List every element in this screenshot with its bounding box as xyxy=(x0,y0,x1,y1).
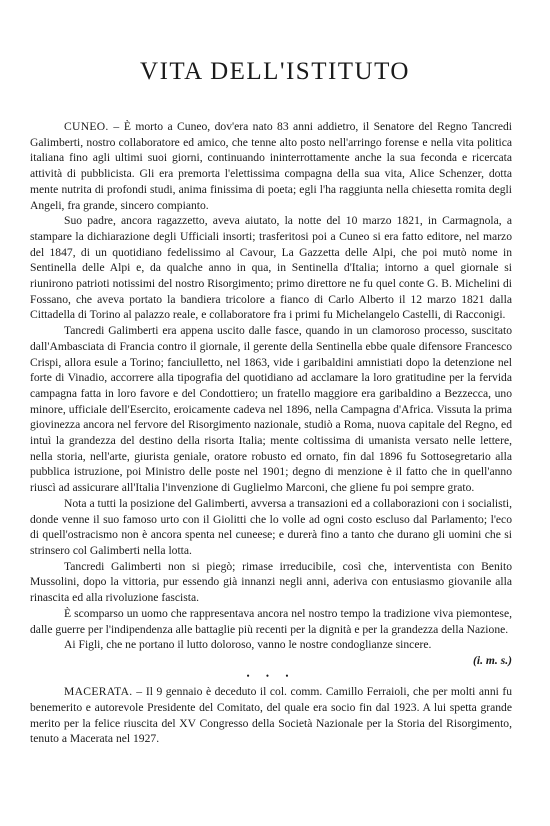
cuneo-paragraph-6: È scomparso un uomo che rappresentava ancora nel nostro tempo la tradizione viva piemontese, dalle guerre per l'indipendenza alle battaglie più recenti per la dignità e per la grandezza della Nazione. xyxy=(30,606,512,636)
cuneo-paragraph-4: Nota a tutti la posizione del Galimberti, avversa a transazioni ed a collaborazioni con i socialisti, donde venne il suo famoso urto con il Giolitti che lo volle ad ogni costo escluso dal Parlamento; l'eco di quell'ostracismo non è ancora spenta nel cuneese; e durerà fino a tanto che durano gli uomini che si strinsero col Galimberti nella lotta. xyxy=(30,496,512,557)
macerata-paragraph xyxy=(30,684,512,747)
cuneo-paragraph-7: Ai Figli, che ne portano il lutto doloroso, vanno le nostre condoglianze sincere. xyxy=(64,638,432,652)
author-initials: (i. m. s.) xyxy=(473,653,512,667)
cuneo-paragraph-1 xyxy=(30,119,512,213)
cuneo-paragraph-5: Tancredi Galimberti non si piegò; rimase irreducibile, così che, interventista con Benito Mussolini, dopo la vittoria, pur essendo già innanzi negli anni, aderiva con entusiasmo giovanile alla rinascita ed alla rivoluzione fascista. xyxy=(30,559,512,605)
section-separator: • • • xyxy=(246,670,296,681)
cuneo-paragraph-2: Suo padre, ancora ragazzetto, aveva aiutato, la notte del 10 marzo 1821, in Carmagnola, a stampare la dichiarazione degli Ufficiali insorti; trasferitosi poi a Cuneo si era fatto editore, nel marzo del 1847, di un quotidiano fedelissimo al Cavour, La Gazzetta delle Alpi, che poi mutò nome in Sentinella delle Alpi e, da qualche anno in qua, in Sentinella d'Italia; intorno a quel giornale si riunirono patrioti notissimi del nostro Risorgimento; primo direttore ne fu quel conte G. B. Michelini di Fossano, che aveva portato la bandiera tricolore a fianco di Carlo Alberto il 12 marzo 1821 dalla Cittadella di Torino al palazzo reale, e collaboratore fra i primi fu Michelangelo Castelli, di Racconigi. xyxy=(30,214,512,322)
cuneo-lead: CUNEO. – xyxy=(64,120,120,133)
page-title: VITA DELL'ISTITUTO xyxy=(140,58,410,85)
cuneo-text-1: È morto a Cuneo, dov'era nato 83 anni addietro, il Senatore del Regno Tancredi Galimberti, nostro collaboratore ed amico, che tenne alto posto nell'arringo forense e nella vita politica italiana fino agli ultimi suoi giorni, continuando ininterrottamente anche la sua feconda e ricercata attività di pubblicista. Gli era premorta l'elettissima compagna della sua vita, Alice Schenzer, dotta mente nutrita di profondi studi, anima finissima di poeta; egli l'ha raggiunta nella chiesetta romita degli Angeli, fra grande, sincero compianto. xyxy=(30,120,512,212)
cuneo-paragraph-3: Tancredi Galimberti era appena uscito dalle fasce, quando in un clamoroso processo, suscitato dall'Ambasciata di Francia contro il giornale, il gerente della Sentinella ebbe quale difensore Francesco Crispi, allora esule a Torino; fanciulletto, nel 1863, vide i garibaldini amnistiati dopo la detenzione nel forte di Vinadio, accorrere alla tipografia del quotidiano ad acclamare la loro gratitudine per la fervida campagna fatta in loro favore e del Condottiero; un fratello maggiore era garibaldino a Bezzecca, uno minore, ufficiale dell'Esercito, eroicamente cadeva nel 1896, nella Campagna d'Africa. Vissuta la prima giovinezza ancora nel fervore del Risorgimento nazionale, studiò a Roma, nuova capitale del Regno, ed intuì la grandezza del destino della risorta Italia; mente coltissima di umanista versato nelle lettere, nella storia, nell'arte, giurista geniale, oratore robusto ed ornato, fin dal 1896 fu Sottosegretario alla pubblica istruzione, poi Ministro delle poste nel 1901; degno di menzione è il fatto che in quell'anno riuscì ad assicurare all'Italia l'invenzione di Guglielmo Marconi, che gliene fu poi sempre grato. xyxy=(30,324,512,495)
macerata-lead: MACERATA. – xyxy=(64,685,143,699)
macerata-text-1: Il 9 gennaio è deceduto il col. comm. Camillo Ferraioli, che per molti anni fu benemerito e autorevole Presidente del Comitato, del quale era socio fin dal 1923. A lui spetta grande merito per la felice riuscita del XV Congresso della Società Nazionale per la Storia del Risorgimento, tenuto a Macerata nel 1927. xyxy=(30,685,512,746)
article-body xyxy=(30,119,512,747)
